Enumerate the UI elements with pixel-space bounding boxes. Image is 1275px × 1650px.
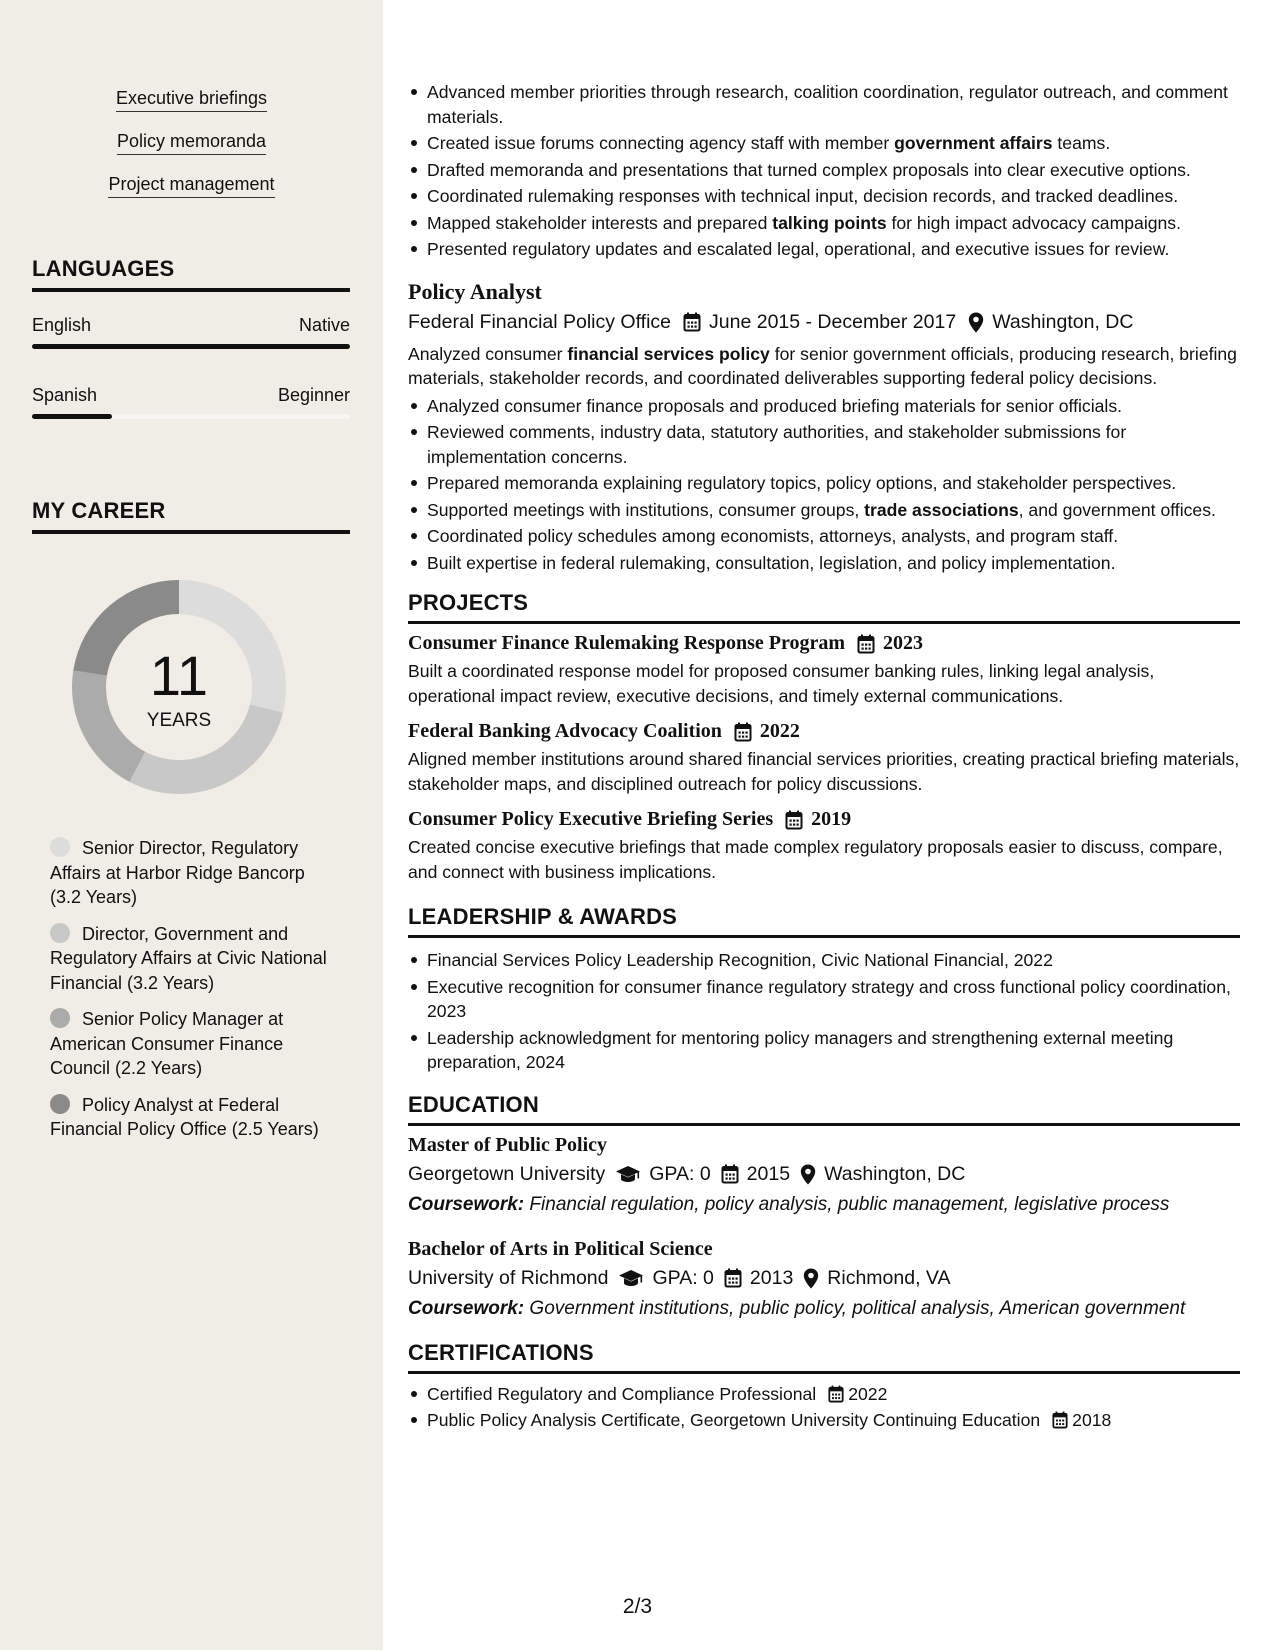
education-degree: Master of Public Policy bbox=[408, 1133, 608, 1156]
project-title: Federal Banking Advocacy Coalition bbox=[408, 720, 722, 742]
legend-dot bbox=[50, 923, 70, 943]
education-degree: Bachelor of Arts in Political Science bbox=[408, 1237, 713, 1260]
bullet-item: Advanced member priorities through research, coalition coordination, regulator outreach, and comment materials. bbox=[408, 80, 1240, 129]
project-item bbox=[408, 720, 1240, 796]
projects-heading: PROJECTS bbox=[408, 590, 1240, 624]
career-legend-item bbox=[50, 1007, 330, 1081]
bullet-item: Drafted memoranda and presentations that turned complex proposals into clear executive options. bbox=[408, 158, 1240, 183]
project-description: Built a coordinated response model for proposed consumer banking rules, linking legal analysis, operational impact review, executive decisions, and timely external communications. bbox=[408, 661, 1155, 706]
education-coursework bbox=[408, 1194, 1240, 1216]
certification-year: 2018 bbox=[1072, 1410, 1112, 1430]
language-bar-fill bbox=[32, 344, 350, 349]
map-pin-icon bbox=[800, 1164, 816, 1185]
project-title: Consumer Finance Rulemaking Response Program bbox=[408, 632, 846, 654]
language-level: Native bbox=[298, 315, 350, 335]
graduation-cap-icon bbox=[615, 1165, 641, 1183]
calendar-icon bbox=[1052, 1411, 1068, 1429]
education-location: Washington, DC bbox=[824, 1162, 966, 1185]
legend-dot bbox=[50, 837, 70, 857]
graduation-cap-icon bbox=[618, 1269, 644, 1287]
education-coursework bbox=[408, 1298, 1240, 1320]
career-legend-label: Senior Director, Regulatory Affairs at Harbor Ridge Bancorp (3.2 Years) bbox=[50, 838, 305, 907]
project-item bbox=[408, 808, 1240, 884]
project-title-row bbox=[408, 720, 1240, 743]
project-title-row bbox=[408, 632, 1240, 655]
language-bar bbox=[32, 344, 350, 349]
bullet-item: Mapped stakeholder interests and prepared talking points for high impact advocacy campaigns. bbox=[408, 211, 1240, 236]
sidebar bbox=[0, 0, 383, 1650]
bullet-item: Coordinated rulemaking responses with technical input, decision records, and tracked deadlines. bbox=[408, 184, 1240, 209]
career-total-years: 11 bbox=[149, 644, 209, 707]
project-item bbox=[408, 632, 1240, 708]
career-legend-label: Senior Policy Manager at American Consumer Finance Council (2.2 Years) bbox=[50, 1009, 284, 1078]
language-bar-fill bbox=[32, 414, 112, 419]
job-location: Washington, DC bbox=[992, 310, 1134, 333]
leadership-item: Financial Services Policy Leadership Recognition, Civic National Financial, 2022 bbox=[408, 948, 1240, 973]
career-total-unit: YEARS bbox=[146, 710, 212, 731]
education-item bbox=[408, 1134, 1240, 1216]
coursework-label: Coursework: bbox=[408, 1193, 525, 1215]
calendar-icon bbox=[721, 1164, 739, 1184]
certification-item bbox=[408, 1408, 1240, 1433]
bullet-item: Built expertise in federal rulemaking, consultation, legislation, and policy implementation. bbox=[408, 551, 1240, 576]
calendar-icon bbox=[734, 722, 752, 742]
leadership-list bbox=[408, 948, 1240, 1075]
education-gpa: GPA: 0 bbox=[652, 1266, 714, 1289]
education-heading: EDUCATION bbox=[408, 1092, 1240, 1126]
coursework-label: Coursework: bbox=[408, 1297, 525, 1319]
certification-item bbox=[408, 1382, 1240, 1407]
project-description: Created concise executive briefings that made complex regulatory proposals easier to discuss, compare, and connect with business implications. bbox=[408, 837, 1223, 882]
skill-item: Executive briefings bbox=[116, 88, 267, 112]
calendar-icon bbox=[785, 810, 803, 830]
career-legend-item bbox=[50, 1093, 330, 1142]
bullet-item: Reviewed comments, industry data, statutory authorities, and stakeholder submissions for implementation concerns. bbox=[408, 420, 1240, 469]
career-legend bbox=[50, 836, 330, 1154]
language-row bbox=[32, 385, 350, 406]
certification-name: Certified Regulatory and Compliance Professional bbox=[427, 1383, 817, 1404]
bullet-item: Analyzed consumer finance proposals and produced briefing materials for senior officials. bbox=[408, 394, 1240, 419]
bullet-item: Coordinated policy schedules among economists, attorneys, analysts, and program staff. bbox=[408, 524, 1240, 549]
project-description: Aligned member institutions around shared financial services priorities, creating practical briefing materials, stakeholder maps, and disciplined outreach for policy discussions. bbox=[408, 749, 1240, 794]
career-legend-label: Director, Government and Regulatory Affairs at Civic National Financial (3.2 Years) bbox=[50, 923, 327, 993]
job-bullets bbox=[408, 394, 1240, 576]
education-school: University of Richmond bbox=[408, 1266, 609, 1289]
page-number: 2/3 bbox=[622, 1595, 653, 1618]
certifications-list bbox=[408, 1382, 1240, 1433]
project-title: Consumer Policy Executive Briefing Series bbox=[408, 808, 774, 830]
coursework-text: Financial regulation, policy analysis, public management, legislative process bbox=[529, 1193, 1170, 1215]
certification-name: Public Policy Analysis Certificate, Georgetown University Continuing Education bbox=[427, 1410, 1041, 1430]
career-legend-label: Policy Analyst at Federal Financial Policy Office (2.5 Years) bbox=[50, 1094, 319, 1139]
skill-item: Policy memoranda bbox=[117, 131, 266, 155]
career-legend-item bbox=[50, 836, 330, 910]
education-item bbox=[408, 1238, 1240, 1320]
language-level: Beginner bbox=[277, 385, 350, 405]
language-bar bbox=[32, 414, 350, 419]
previous-job-bullets bbox=[408, 80, 1240, 262]
language-row bbox=[32, 315, 350, 336]
bullet-item: Supported meetings with institutions, consumer groups, trade associations, and government offices. bbox=[408, 498, 1240, 523]
job-dates: June 2015 - December 2017 bbox=[709, 310, 957, 333]
education-school: Georgetown University bbox=[408, 1162, 606, 1185]
education-meta bbox=[408, 1163, 1240, 1186]
leadership-item: Leadership acknowledgment for mentoring policy managers and strengthening external meeting preparation, 2024 bbox=[408, 1026, 1240, 1075]
project-year: 2023 bbox=[883, 632, 924, 654]
career-legend-item bbox=[50, 922, 330, 996]
calendar-icon bbox=[724, 1268, 742, 1288]
calendar-icon bbox=[683, 312, 701, 332]
job-summary: Analyzed consumer financial services policy for senior government officials, producing research, briefing materials, stakeholder records, and coordinated deliverables supporting federal policy decisions. bbox=[408, 343, 1237, 388]
languages-heading: LANGUAGES bbox=[32, 256, 350, 292]
education-location: Richmond, VA bbox=[827, 1266, 951, 1289]
job-title: Policy Analyst bbox=[408, 278, 542, 304]
calendar-icon bbox=[857, 634, 875, 654]
job-meta bbox=[408, 311, 1240, 334]
education-year: 2015 bbox=[746, 1162, 791, 1185]
language-name: English bbox=[32, 315, 92, 335]
bullet-item: Created issue forums connecting agency staff with member government affairs teams. bbox=[408, 131, 1240, 156]
education-year: 2013 bbox=[749, 1266, 794, 1289]
leadership-heading: LEADERSHIP & AWARDS bbox=[408, 904, 1240, 938]
job-company: Federal Financial Policy Office bbox=[408, 310, 672, 333]
language-name: Spanish bbox=[32, 385, 98, 405]
project-year: 2022 bbox=[759, 720, 800, 742]
education-gpa: GPA: 0 bbox=[649, 1162, 711, 1185]
calendar-icon bbox=[828, 1385, 844, 1403]
map-pin-icon bbox=[968, 312, 984, 333]
career-heading: MY CAREER bbox=[32, 498, 350, 534]
project-year: 2019 bbox=[811, 808, 852, 830]
education-meta bbox=[408, 1267, 1240, 1290]
legend-dot bbox=[50, 1094, 70, 1114]
certifications-heading: CERTIFICATIONS bbox=[408, 1340, 1240, 1374]
certification-year: 2022 bbox=[848, 1383, 888, 1404]
project-title-row bbox=[408, 808, 1240, 831]
bullet-item: Presented regulatory updates and escalated legal, operational, and executive issues for review. bbox=[408, 237, 1240, 262]
map-pin-icon bbox=[803, 1268, 819, 1289]
leadership-item: Executive recognition for consumer finance regulatory strategy and cross functional policy coordination, 2023 bbox=[408, 975, 1240, 1024]
main-content bbox=[408, 80, 1240, 1435]
coursework-text: Government institutions, public policy, political analysis, American government bbox=[529, 1297, 1186, 1319]
skills-list bbox=[0, 88, 383, 217]
skill-item: Project management bbox=[108, 174, 274, 198]
bullet-item: Prepared memoranda explaining regulatory topics, policy options, and stakeholder perspectives. bbox=[408, 471, 1240, 496]
legend-dot bbox=[50, 1008, 70, 1028]
